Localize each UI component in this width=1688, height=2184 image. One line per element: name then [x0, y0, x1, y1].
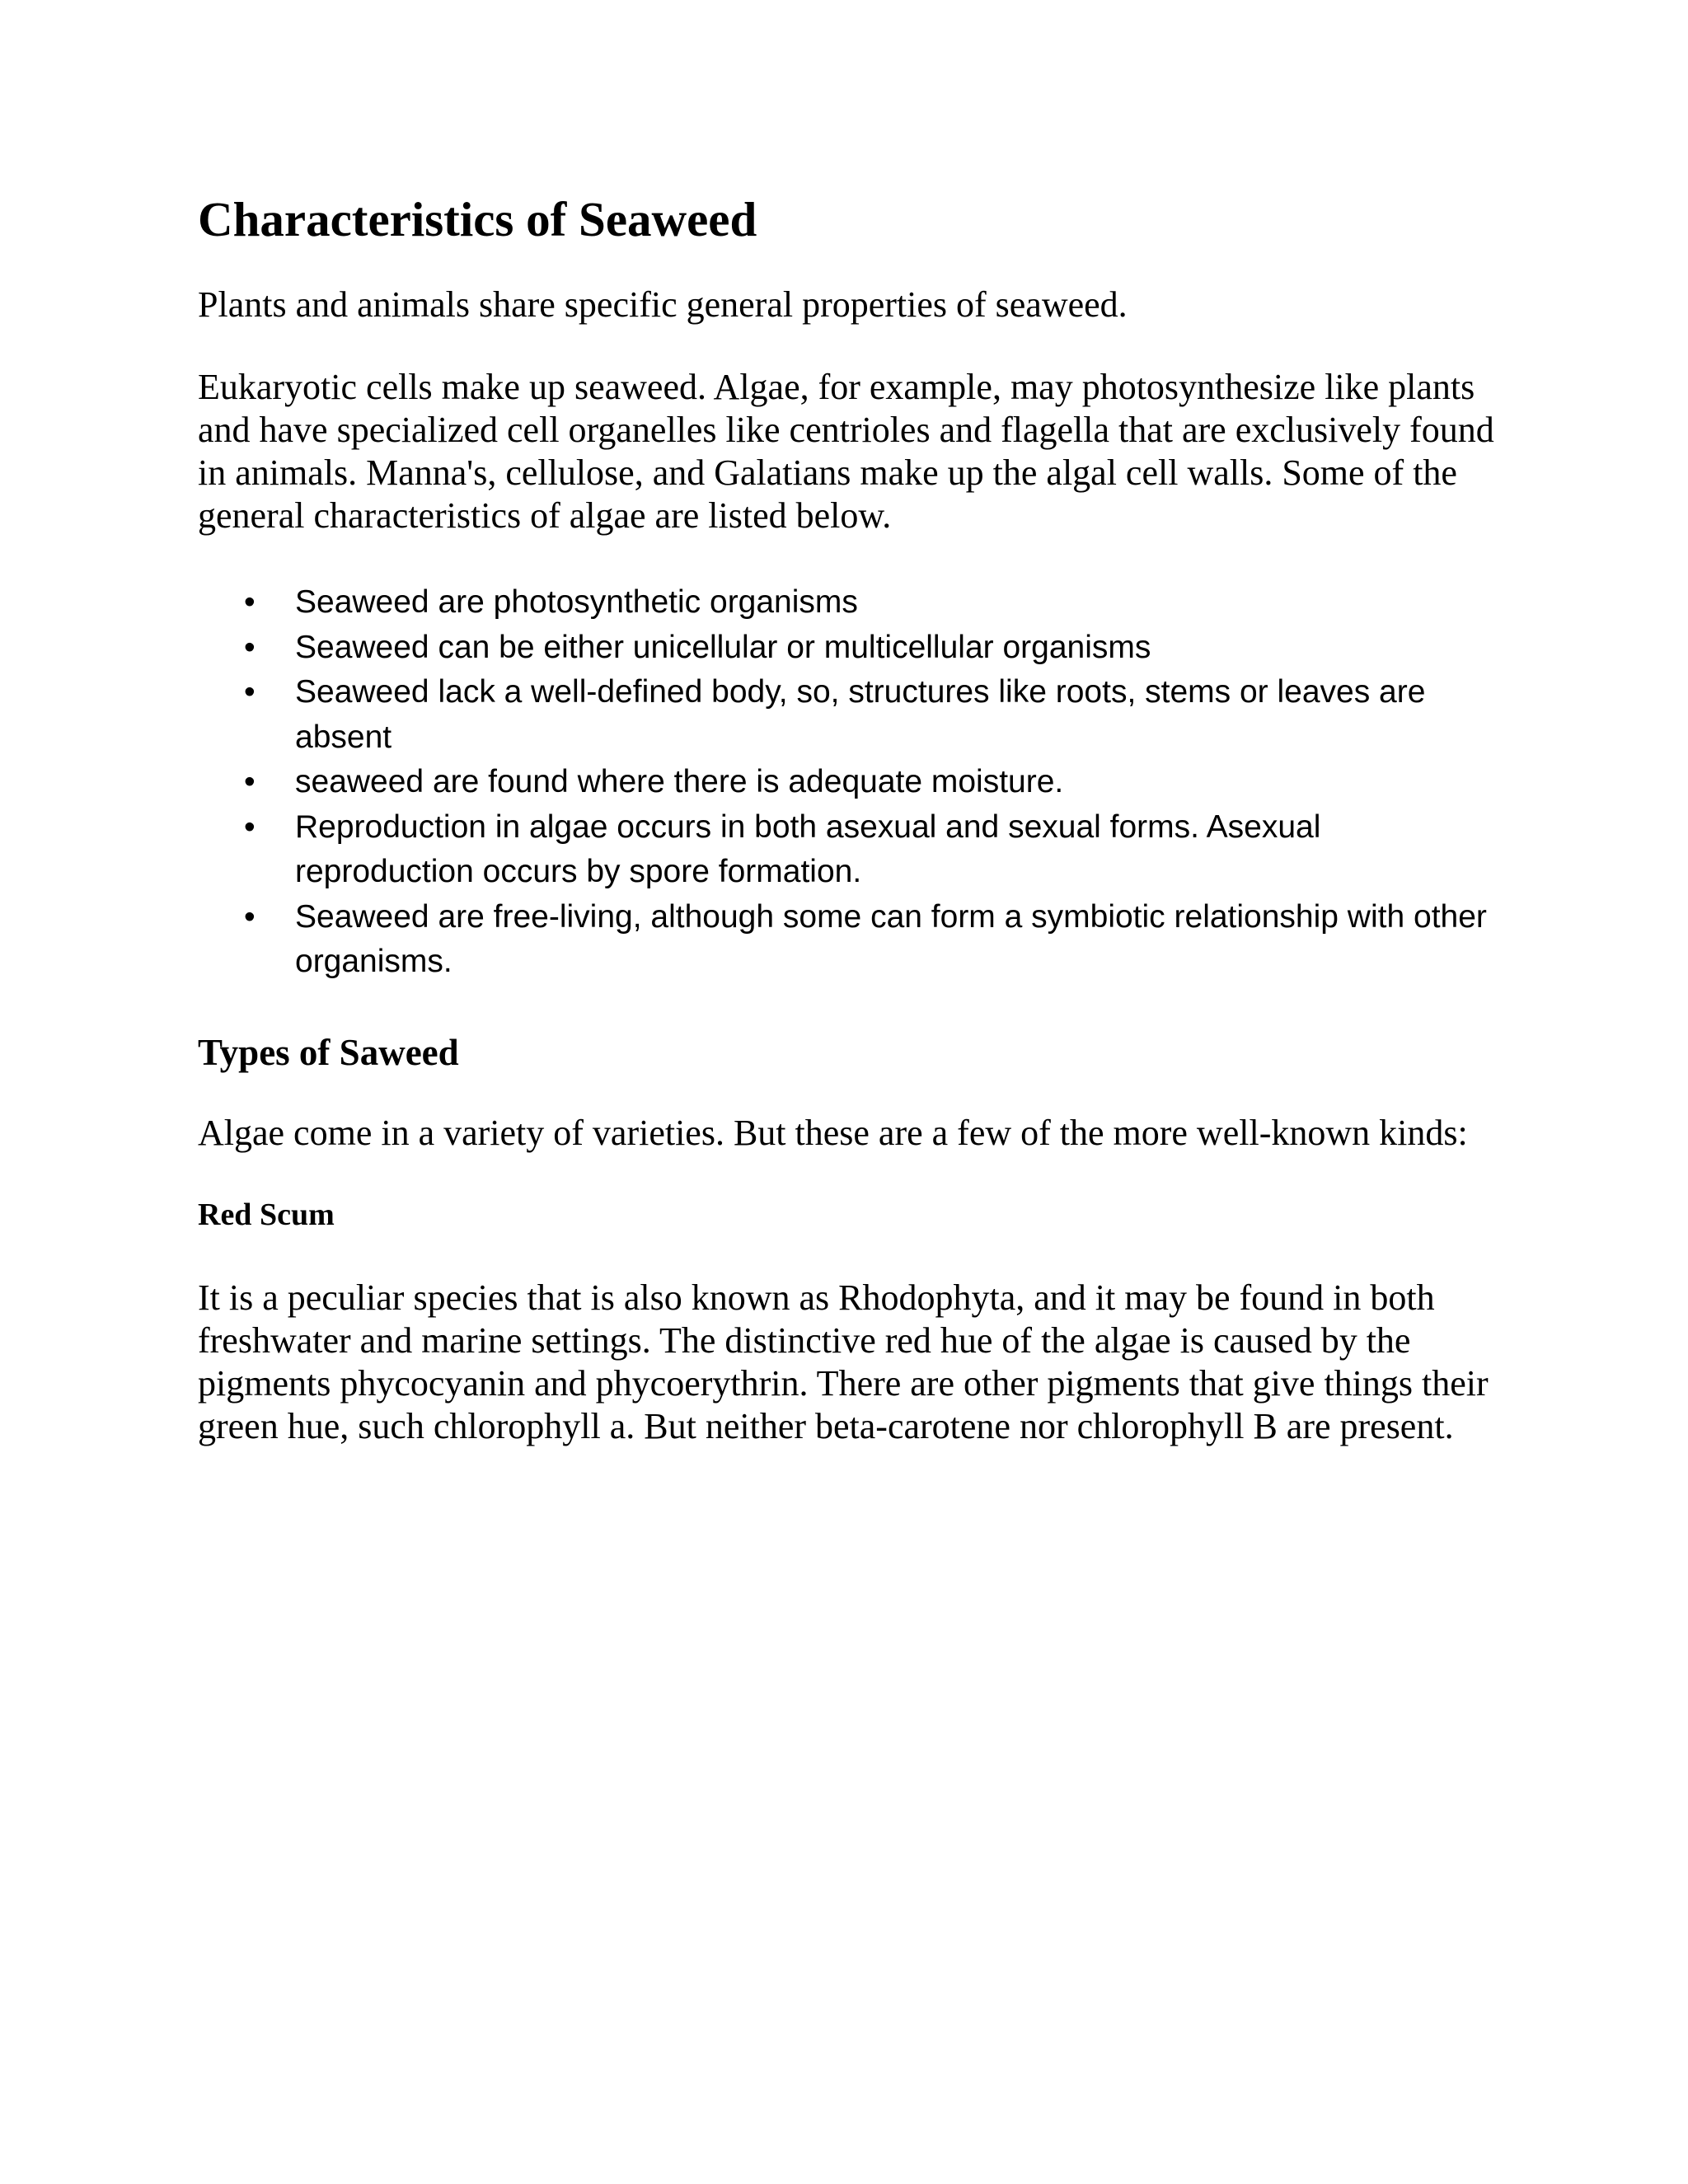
- list-item: [198, 760, 1490, 805]
- bullet-icon: •: [244, 808, 256, 845]
- bullet-icon: •: [244, 629, 256, 665]
- list-item-text: Seaweed are photosynthetic organisms: [295, 584, 858, 620]
- bullet-icon: •: [244, 674, 256, 710]
- page-title: Characteristics of Seaweed: [198, 192, 757, 246]
- list-item: [198, 580, 1490, 626]
- bullet-icon: •: [244, 898, 256, 935]
- cells-paragraph: Eukaryotic cells make up seaweed. Algae, for example, may photosynthesize like plants and have specialized cell organelles like centrioles and flagella that are exclusively found in animals. Manna's, cellulose, and Galatians make up the algal cell walls. Some of the general characteristics of algae are listed below.: [198, 367, 1494, 536]
- list-item-text: Seaweed can be either unicellular or multicellular organisms: [295, 629, 1151, 665]
- section-heading: Types of Saweed: [198, 1031, 459, 1073]
- characteristics-list: [198, 580, 1517, 985]
- list-item: [198, 670, 1490, 760]
- list-item-text: Seaweed are free-living, although some can form a symbiotic relationship with other organisms.: [295, 898, 1487, 979]
- list-item-text: Reproduction in algae occurs in both asexual and sexual forms. Asexual reproduction occurs by spore formation.: [295, 808, 1321, 889]
- bullet-icon: •: [244, 764, 256, 799]
- bullet-icon: •: [244, 584, 256, 620]
- list-item: [198, 805, 1490, 895]
- list-item-text: Seaweed lack a well-defined body, so, structures like roots, stems or leaves are absent: [295, 674, 1426, 755]
- document-page: [198, 190, 1517, 1448]
- intro-paragraph: Plants and animals share specific general properties of seaweed.: [198, 284, 1128, 325]
- subheading: Red Scum: [198, 1197, 335, 1232]
- red-scum-paragraph: It is a peculiar species that is also known as Rhodophyta, and it may be found in both freshwater and marine settings. The distinctive red hue of the algae is caused by the pigments phycocyanin and phycoerythrin. There are other pigments that give things their green hue, such chlorophyll a. But neither beta-carotene nor chlorophyll B are present.: [198, 1277, 1489, 1446]
- list-item-text: seaweed are found where there is adequate moisture.: [295, 764, 1064, 799]
- list-item: [198, 895, 1490, 985]
- section-intro-paragraph: Algae come in a variety of varieties. But these are a few of the more well-known kinds:: [198, 1112, 1468, 1153]
- list-item: [198, 626, 1490, 671]
